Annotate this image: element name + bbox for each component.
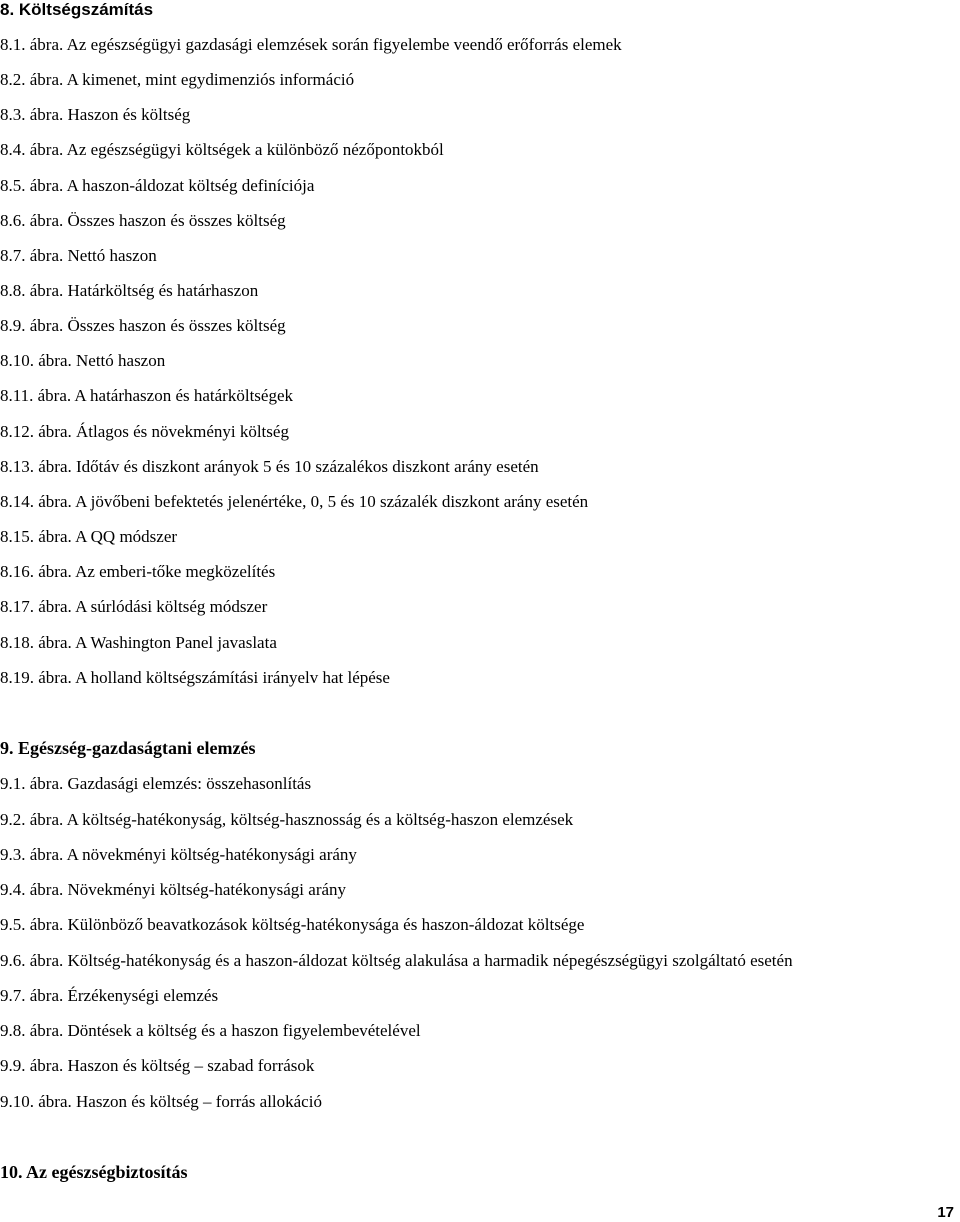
- figure-list-item: 8.10. ábra. Nettó haszon: [0, 351, 166, 370]
- figure-list-item: 8.14. ábra. A jövőbeni befektetés jelenértéke, 0, 5 és 10 százalék diszkont arány esetén: [0, 492, 589, 511]
- figure-list-item: 9.3. ábra. A növekményi költség-hatékonysági arány: [0, 845, 357, 864]
- figure-list-item: 8.5. ábra. A haszon-áldozat költség definíciója: [0, 176, 315, 195]
- figure-list-item: 9.10. ábra. Haszon és költség – forrás allokáció: [0, 1092, 322, 1111]
- figure-list-item: 8.15. ábra. A QQ módszer: [0, 527, 178, 546]
- figure-list-item: 9.8. ábra. Döntések a költség és a haszon figyelembevételével: [0, 1021, 421, 1040]
- figure-list-item: 8.13. ábra. Időtáv és diszkont arányok 5 és 10 százalékos diszkont arány esetén: [0, 457, 539, 476]
- section-heading: 9. Egészség-gazdaságtani elemzés: [0, 738, 256, 758]
- figure-list-item: 8.3. ábra. Haszon és költség: [0, 105, 191, 124]
- figure-list-item: 9.1. ábra. Gazdasági elemzés: összehasonlítás: [0, 774, 312, 793]
- figure-list-item: 9.2. ábra. A költség-hatékonyság, költség-hasznosság és a költség-haszon elemzések: [0, 810, 574, 829]
- page-number: 17: [937, 1204, 954, 1221]
- figure-list-item: 9.9. ábra. Haszon és költség – szabad források: [0, 1056, 315, 1075]
- figure-list-item: 8.17. ábra. A súrlódási költség módszer: [0, 597, 268, 616]
- section-heading: 8. Költségszámítás: [0, 0, 154, 19]
- figure-list-item: 8.4. ábra. Az egészségügyi költségek a különböző nézőpontokból: [0, 140, 444, 159]
- figure-list-item: 8.19. ábra. A holland költségszámítási irányelv hat lépése: [0, 668, 390, 687]
- figure-list-item: 9.6. ábra. Költség-hatékonyság és a haszon-áldozat költség alakulása a harmadik népegészségügyi szolgáltató esetén: [0, 951, 793, 970]
- figure-list-item: 8.8. ábra. Határköltség és határhaszon: [0, 281, 259, 300]
- figure-list-item: 9.4. ábra. Növekményi költség-hatékonysági arány: [0, 880, 347, 899]
- figure-list-item: 9.7. ábra. Érzékenységi elemzés: [0, 986, 219, 1005]
- section-heading: 10. Az egészségbiztosítás: [0, 1162, 188, 1182]
- figure-list-item: 8.1. ábra. Az egészségügyi gazdasági elemzések során figyelembe veendő erőforrás elemek: [0, 35, 622, 54]
- figure-list-item: 9.5. ábra. Különböző beavatkozások költség-hatékonysága és haszon-áldozat költsége: [0, 915, 585, 934]
- figure-list-item: 8.11. ábra. A határhaszon és határköltségek: [0, 386, 293, 405]
- figure-list-item: 8.2. ábra. A kimenet, mint egydimenziós információ: [0, 70, 355, 89]
- figure-list-item: 8.16. ábra. Az emberi-tőke megközelítés: [0, 562, 276, 581]
- figure-list-item: 8.6. ábra. Összes haszon és összes költség: [0, 211, 286, 230]
- figure-list-item: 8.7. ábra. Nettó haszon: [0, 246, 157, 265]
- figure-list-item: 8.18. ábra. A Washington Panel javaslata: [0, 633, 277, 652]
- figure-list-item: 8.12. ábra. Átlagos és növekményi költség: [0, 422, 289, 441]
- figure-list-item: 8.9. ábra. Összes haszon és összes költség: [0, 316, 286, 335]
